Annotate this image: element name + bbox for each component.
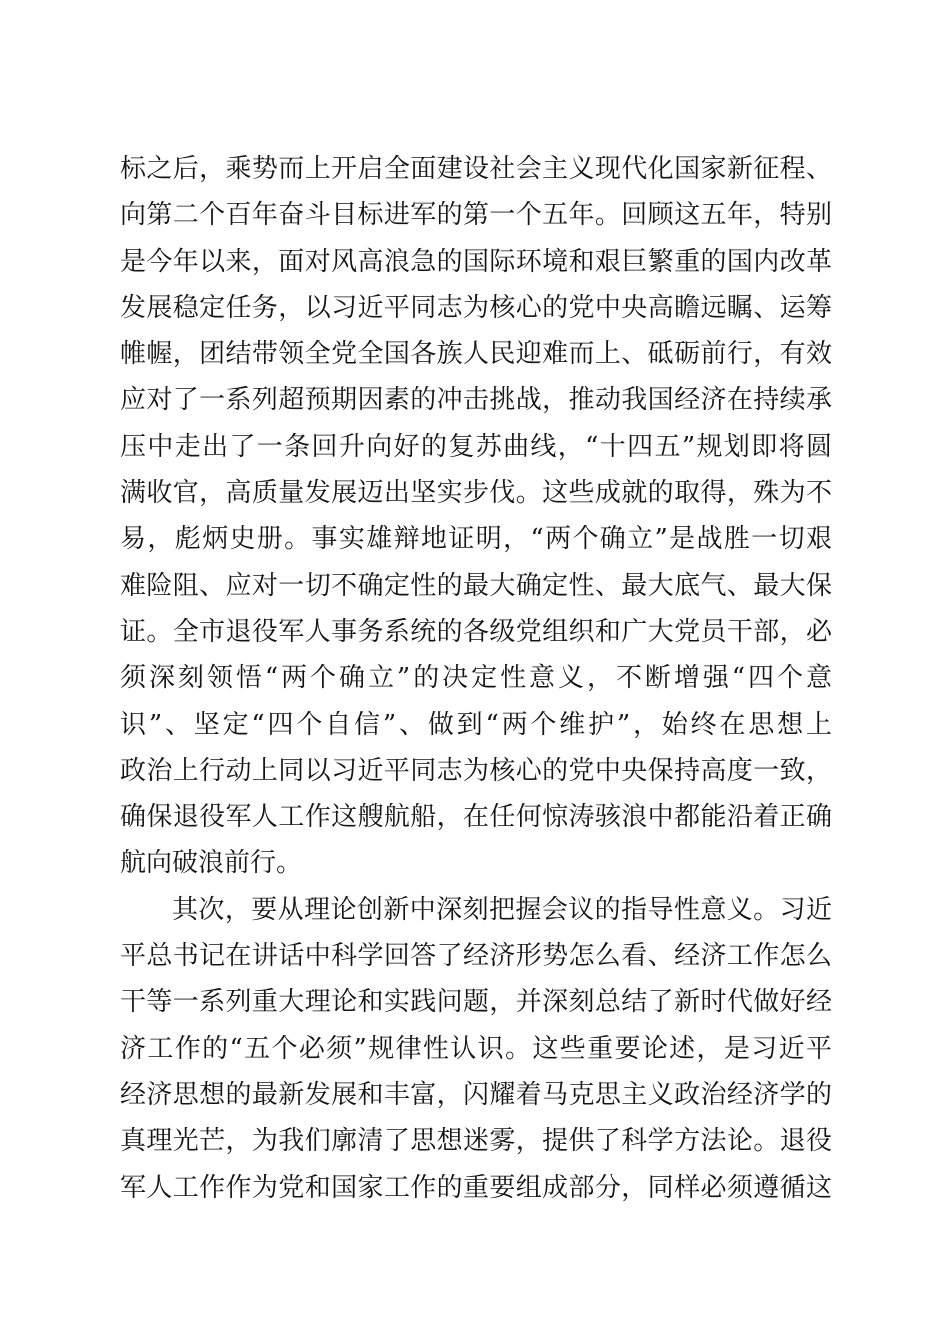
text-line: 帷幄，团结带领全党全国各族人民迎难而上、砥砺前行，有效	[120, 339, 832, 370]
text-line: 易，彪炳史册。事实雄辩地证明，“两个确立”是战胜一切艰	[120, 524, 832, 555]
text-line: 确保退役军人工作这艘航船，在任何惊涛骇浪中都能沿着正确	[120, 802, 832, 833]
text-line: 向第二个百年奋斗目标进军的第一个五年。回顾这五年，特别	[120, 200, 832, 231]
body-text	[120, 146, 832, 1211]
text-line: 济工作的“五个必须”规律性认识。这些重要论述，是习近平	[120, 1033, 832, 1064]
text-line: 航向破浪前行。	[120, 848, 303, 879]
text-line: 平总书记在讲话中科学回答了经济形势怎么看、经济工作怎么	[120, 941, 832, 972]
text-line: 满收官，高质量发展迈出坚实步伐。这些成就的取得，殊为不	[120, 478, 832, 509]
text-line: 经济思想的最新发展和丰富，闪耀着马克思主义政治经济学的	[120, 1079, 832, 1110]
text-line: 真理光芒，为我们廓清了思想迷雾，提供了科学方法论。退役	[120, 1126, 832, 1157]
text-line: 难险阻、应对一切不确定性的最大确定性、最大底气、最大保	[120, 570, 832, 601]
text-line: 应对了一系列超预期因素的冲击挑战，推动我国经济在持续承	[120, 385, 832, 416]
text-line: 须深刻领悟“两个确立”的决定性意义，不断增强“四个意	[120, 663, 832, 694]
text-line: 政治上行动上同以习近平同志为核心的党中央保持高度一致，	[120, 755, 832, 786]
text-line: 是今年以来，面对风高浪急的国际环境和艰巨繁重的国内改革	[120, 246, 832, 277]
text-line: 干等一系列重大理论和实践问题，并深刻总结了新时代做好经	[120, 987, 832, 1018]
paragraph-2	[120, 887, 832, 1211]
paragraph-1	[120, 146, 832, 887]
text-line: 识”、坚定“四个自信”、做到“两个维护”，始终在思想上	[120, 709, 832, 740]
text-line: 压中走出了一条回升向好的复苏曲线，“十四五”规划即将圆	[120, 431, 832, 462]
text-line: 发展稳定任务，以习近平同志为核心的党中央高瞻远瞩、运筹	[120, 292, 832, 323]
text-line: 标之后，乘势而上开启全面建设社会主义现代化国家新征程、	[120, 154, 832, 184]
text-line: 证。全市退役军人事务系统的各级党组织和广大党员干部，必	[120, 616, 832, 647]
text-line: 其次，要从理论创新中深刻把握会议的指导性意义。习近	[172, 894, 832, 925]
text-line: 军人工作作为党和国家工作的重要组成部分，同样必须遵循这	[120, 1172, 832, 1203]
